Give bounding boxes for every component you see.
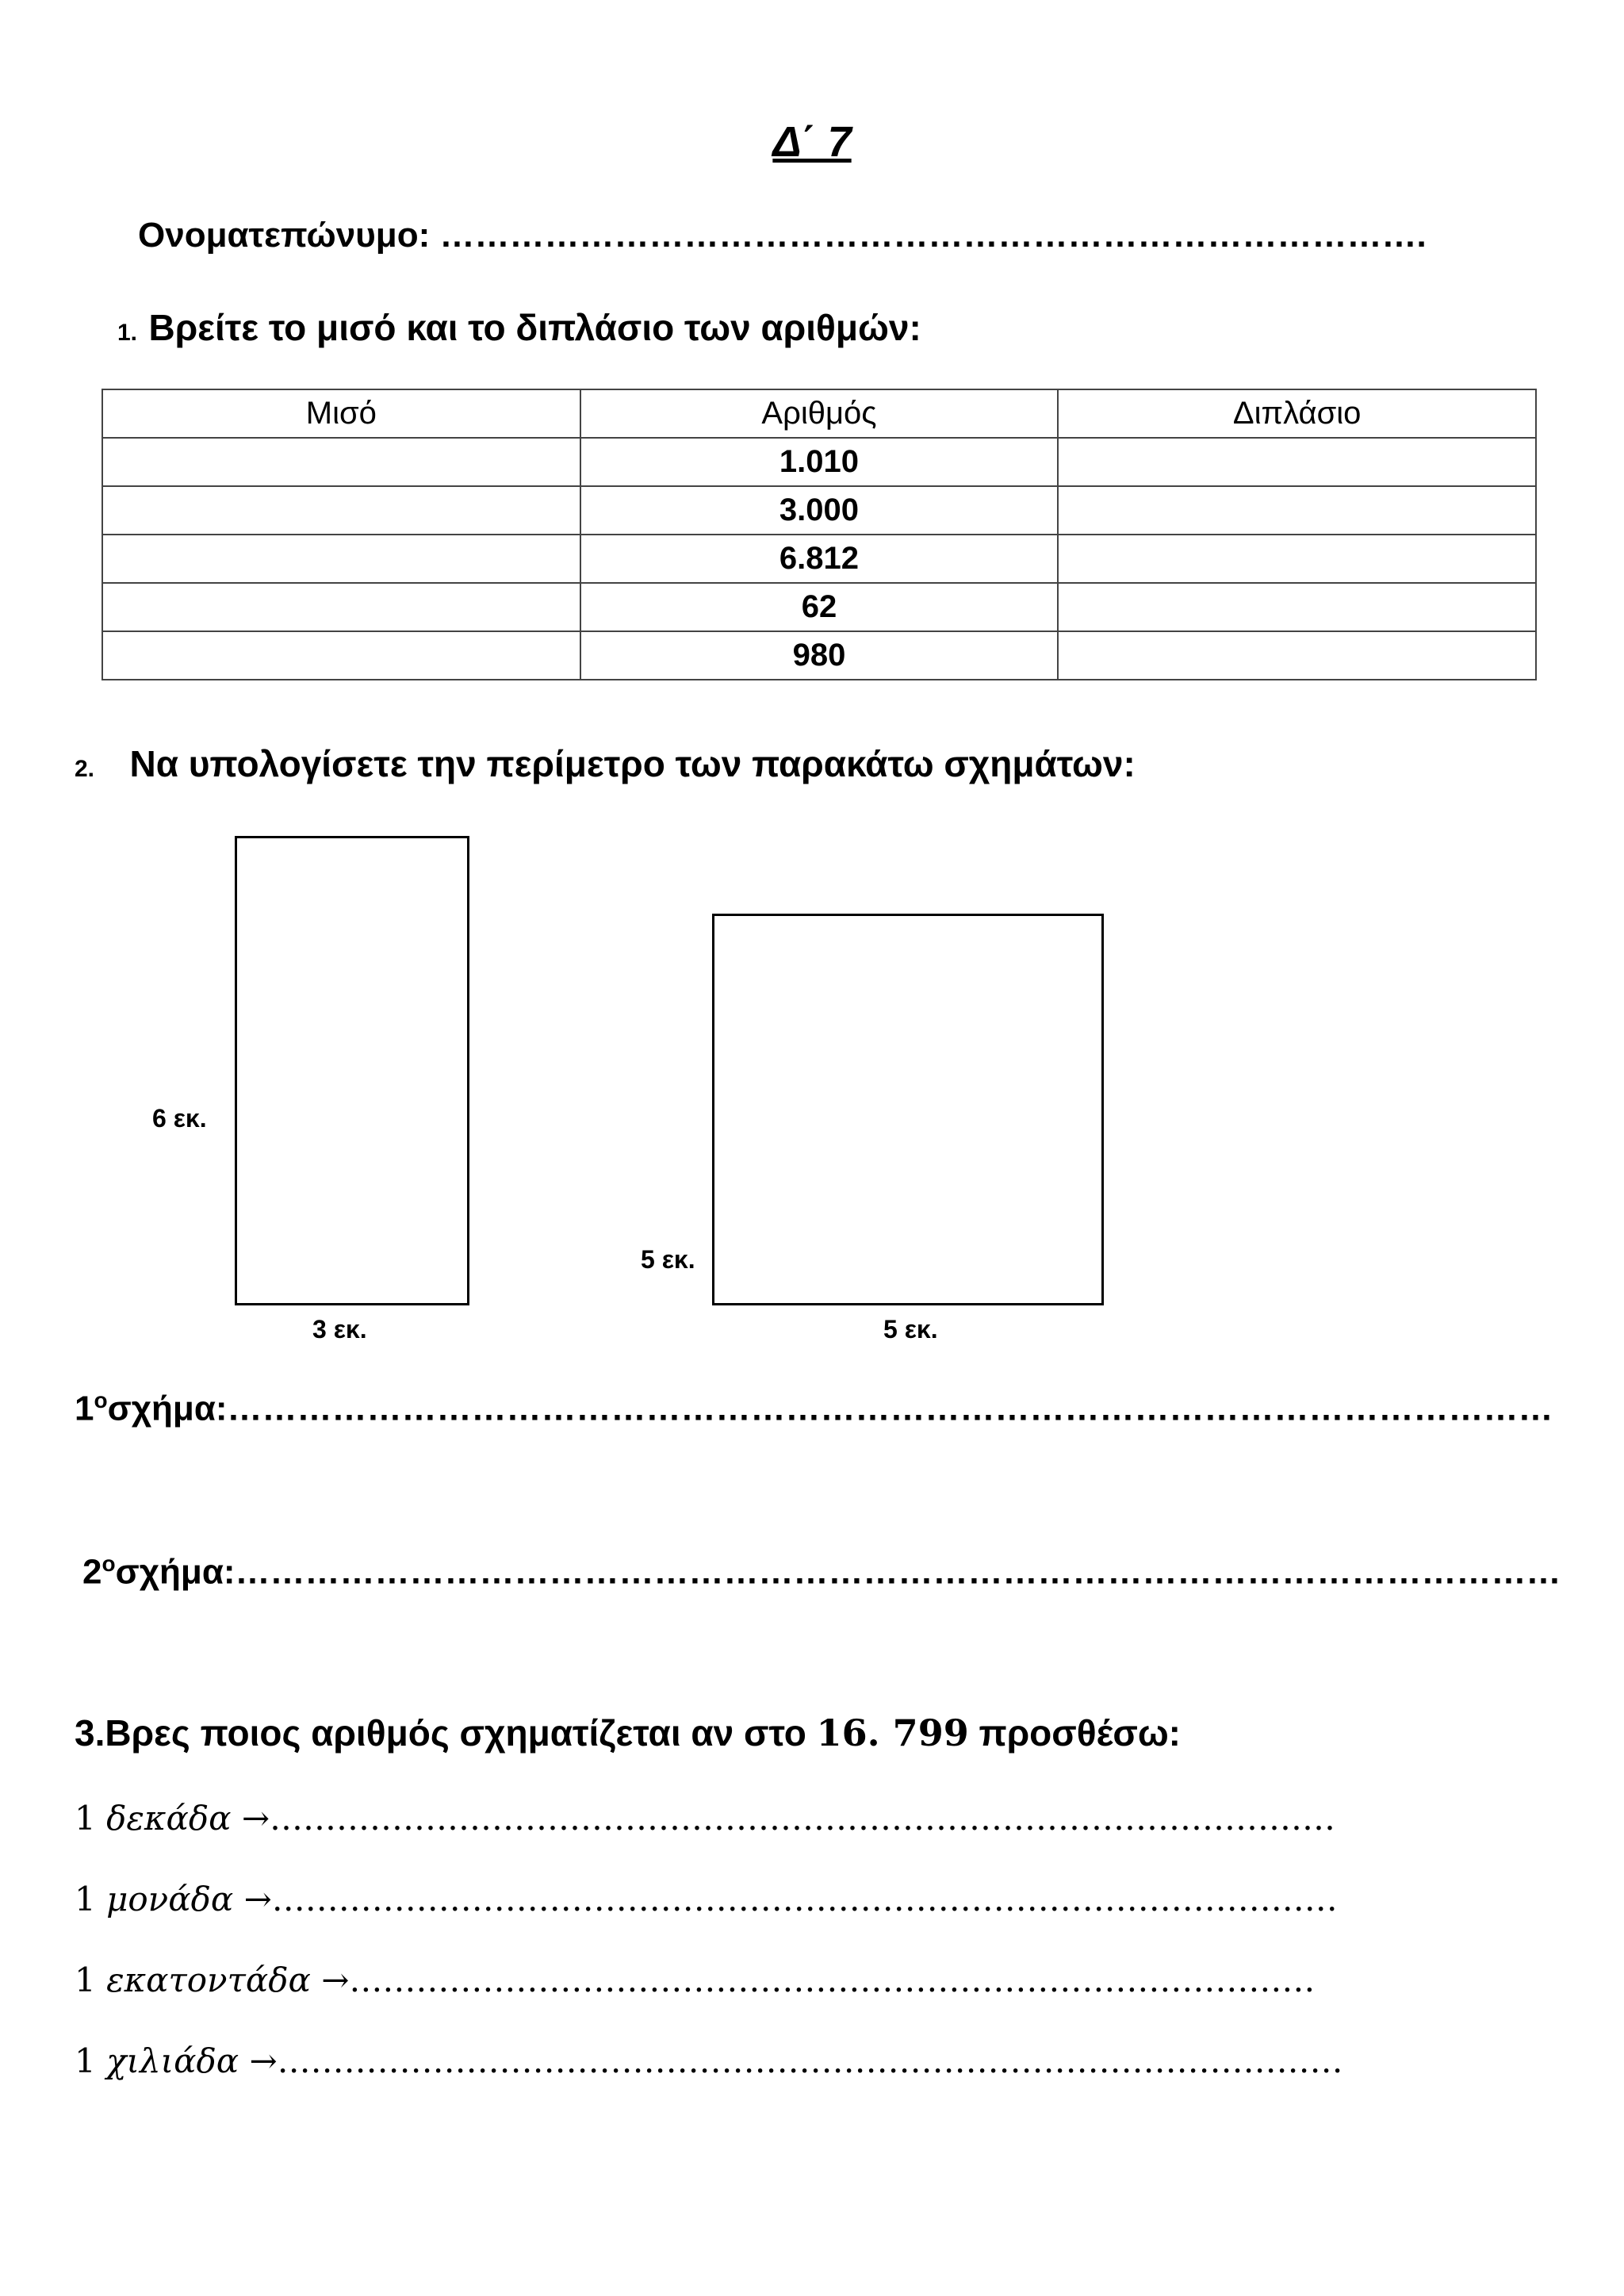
number-cell: 980 — [580, 631, 1059, 680]
half-cell — [102, 535, 580, 583]
line-word: χιλιάδα — [106, 2041, 239, 2080]
number-cell: 1.010 — [580, 438, 1059, 486]
page-title: Δ΄ 7 — [772, 118, 852, 166]
answer-1-superscript: ο — [94, 1388, 108, 1412]
rectangle-height-label: 6 εκ. — [152, 1104, 207, 1133]
table-header-row — [102, 389, 1536, 438]
list-item — [75, 1799, 1335, 1838]
line-number: 1 — [75, 1961, 96, 1999]
table-row — [102, 583, 1536, 631]
rectangle-shape — [235, 836, 469, 1305]
question-2 — [75, 742, 1136, 785]
line-number: 1 — [75, 1880, 96, 1918]
header-half: Μισό — [102, 389, 580, 438]
half-cell — [102, 583, 580, 631]
shape-2-answer-line — [82, 1551, 1561, 1593]
table-row — [102, 535, 1536, 583]
double-cell — [1058, 438, 1536, 486]
table-row — [102, 486, 1536, 535]
rectangle-width-label: 3 εκ. — [312, 1315, 367, 1343]
square-width-label: 5 εκ. — [883, 1315, 938, 1343]
question-1-text: Βρείτε το μισό και το διπλάσιο των αριθμών: — [148, 307, 921, 348]
line-answer-dots: →…………………………………………………………………………………… — [249, 2041, 1343, 2080]
question-2-text: Να υπολογίσετε την περίμετρο των παρακάτω σχημάτων: — [129, 743, 1136, 784]
line-word: εκατοντάδα — [106, 1961, 311, 1999]
question-2-number: 2. — [75, 756, 95, 782]
square-height-label: 5 εκ. — [641, 1245, 695, 1274]
shape-1-answer-line — [75, 1388, 1553, 1429]
answer-2-text: σχήμα:…………………………………………………………………………………………………… — [115, 1552, 1561, 1592]
half-cell — [102, 631, 580, 680]
double-cell — [1058, 631, 1536, 680]
question-3 — [75, 1711, 1181, 1754]
double-cell — [1058, 583, 1536, 631]
double-cell — [1058, 486, 1536, 535]
question-1-number: 1. — [117, 320, 138, 346]
number-cell: 62 — [580, 583, 1059, 631]
line-number: 1 — [75, 2041, 96, 2080]
number-cell: 6.812 — [580, 535, 1059, 583]
table-row — [102, 438, 1536, 486]
question-3-text-after: προσθέσω: — [968, 1712, 1182, 1754]
line-word: δεκάδα — [106, 1799, 232, 1838]
header-number: Αριθμός — [580, 389, 1059, 438]
answer-1-text: σχήμα:…………………………………………………………………………………………………… — [107, 1389, 1553, 1428]
line-word: μονάδα — [106, 1880, 234, 1918]
list-item — [75, 2041, 1343, 2080]
question-1 — [117, 306, 921, 349]
square-shape — [712, 914, 1104, 1305]
half-double-table — [102, 389, 1537, 680]
list-item — [75, 1961, 1315, 1999]
double-cell — [1058, 535, 1536, 583]
answer-2-superscript: ο — [102, 1551, 116, 1576]
name-field: Ονοματεπώνυμο: …………………………………………………………………………. — [138, 216, 1427, 255]
line-answer-dots: →…………………………………………………………………………………… — [243, 1880, 1338, 1918]
line-answer-dots: →…………………………………………………………………………… — [321, 1961, 1316, 1999]
half-cell — [102, 486, 580, 535]
header-double: Διπλάσιο — [1058, 389, 1536, 438]
question-3-text-before: 3.Βρες ποιος αριθμός σχηματίζεται αν στο — [75, 1712, 817, 1754]
half-cell — [102, 438, 580, 486]
line-answer-dots: →…………………………………………………………………………………… — [241, 1799, 1336, 1838]
table-row — [102, 631, 1536, 680]
line-number: 1 — [75, 1799, 96, 1838]
list-item — [75, 1880, 1338, 1918]
number-cell: 3.000 — [580, 486, 1059, 535]
answer-1-number: 1 — [75, 1389, 94, 1428]
answer-2-number: 2 — [82, 1552, 102, 1592]
question-3-number: 16. 799 — [816, 1711, 969, 1754]
